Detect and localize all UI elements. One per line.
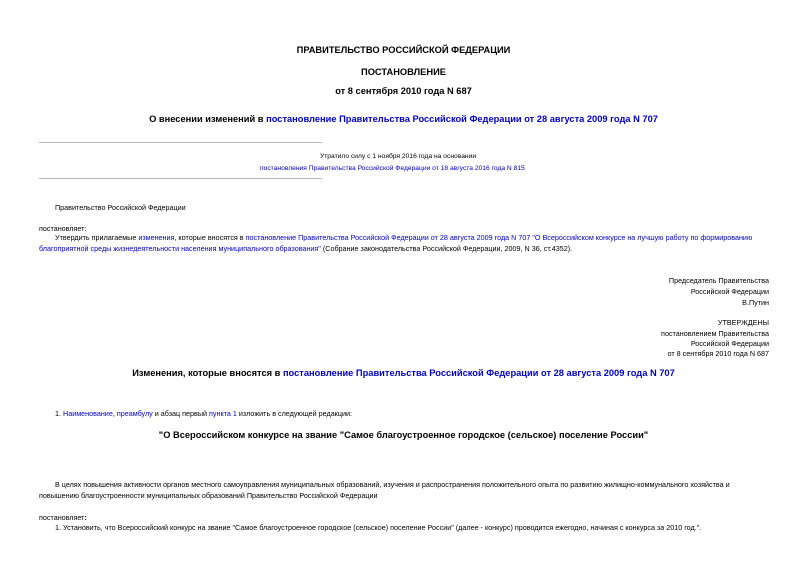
point1-link[interactable]: пункта 1 xyxy=(209,409,237,418)
p1-text-1: Утвердить прилагаемые xyxy=(55,233,139,242)
item1-text xyxy=(55,409,352,418)
approval-line3: Российской Федерации xyxy=(690,339,769,348)
changes-title-prefix: Изменения, которые вносятся в xyxy=(132,368,283,378)
preamble-link[interactable]: преамбулу xyxy=(116,409,153,418)
status-note-line: Утратило силу с 1 ноября 2016 года на основании xyxy=(320,153,477,160)
changes-link[interactable]: изменения xyxy=(138,233,175,242)
government-heading: ПРАВИТЕЛЬСТВО РОССИЙСКОЙ ФЕДЕРАЦИИ xyxy=(296,45,511,55)
changes-title xyxy=(0,368,807,378)
approval-line1: УТВЕРЖДЕНЫ xyxy=(717,318,769,327)
name-link[interactable]: Наименование xyxy=(63,409,113,418)
point1-text: 1. Установить, что Всероссийский конкурс на звание "Самое благоустроенное городское (сельское) поселение России" (далее - конкурс) проводится ежегодно, начиная с конкурса за 2010 год.". xyxy=(55,523,702,532)
decrees-text-2 xyxy=(39,513,87,522)
preamble-paragraph: В целях повышения активности органов местного самоуправления муниципальных образований, изучения и распространения положительного опыта по развитию жилищно-коммунального хозяйства и повышению благоустроенности муниципальных образований Правительство Российской Федерации xyxy=(39,480,730,500)
item1-separator: , xyxy=(112,409,117,418)
approval-line2: постановлением Правительства xyxy=(661,329,769,338)
status-divider-bottom xyxy=(39,178,322,179)
item1-text-1: и абзац первый xyxy=(152,409,210,418)
amended-decree-link[interactable]: постановление Правительства Российской Федерации от 28 августа 2009 года N 707 xyxy=(266,114,658,124)
repealing-decree-link[interactable]: постановления Правительства Российской Федерации от 18 августа 2016 года N 815 xyxy=(260,165,525,172)
document-type-heading: ПОСТАНОВЛЕНИЕ xyxy=(361,67,446,77)
document-date-number: от 8 сентября 2010 года N 687 xyxy=(335,86,472,96)
signature-position-line2: Российской Федерации xyxy=(690,287,769,296)
item1-text-2: изложить в следующей редакции: xyxy=(236,409,352,418)
p1-text-3: (Собрание законодательства Российской Федерации, 2009, N 36, ст.4352). xyxy=(320,243,573,253)
p1-text-2: , которые вносятся в xyxy=(174,233,246,242)
approval-paragraph xyxy=(39,233,769,254)
decrees-colon: : xyxy=(84,513,87,522)
changes-decree-link[interactable]: постановление Правительства Российской Федерации от 28 августа 2009 года N 707 xyxy=(282,368,675,378)
decrees-text: постановляет: xyxy=(39,224,87,233)
signature-name: В.Путин xyxy=(742,298,769,307)
issuer-text: Правительство Российской Федерации xyxy=(55,203,186,212)
item1-number: 1. xyxy=(55,409,63,418)
document-title-prefix: О внесении изменений в xyxy=(149,114,267,124)
decrees-word: постановляет xyxy=(39,513,85,522)
document-title xyxy=(0,114,807,124)
signature-position-line1: Председатель Правительства xyxy=(668,276,769,285)
status-divider-top xyxy=(39,142,322,143)
new-title-quote: "О Всероссийском конкурсе на звание "Самое благоустроенное городское (сельское) поселение России" xyxy=(158,430,649,440)
approval-line4: от 8 сентября 2010 года N 687 xyxy=(667,349,769,358)
decree-707-link[interactable]: постановление Правительства Российской Федерации от 28 августа 2009 года N 707 "О Всероссийском конкурсе на лучшую работу по формированию благоприятной среды жизнедеятельности населения муниципального образования" xyxy=(39,233,753,253)
